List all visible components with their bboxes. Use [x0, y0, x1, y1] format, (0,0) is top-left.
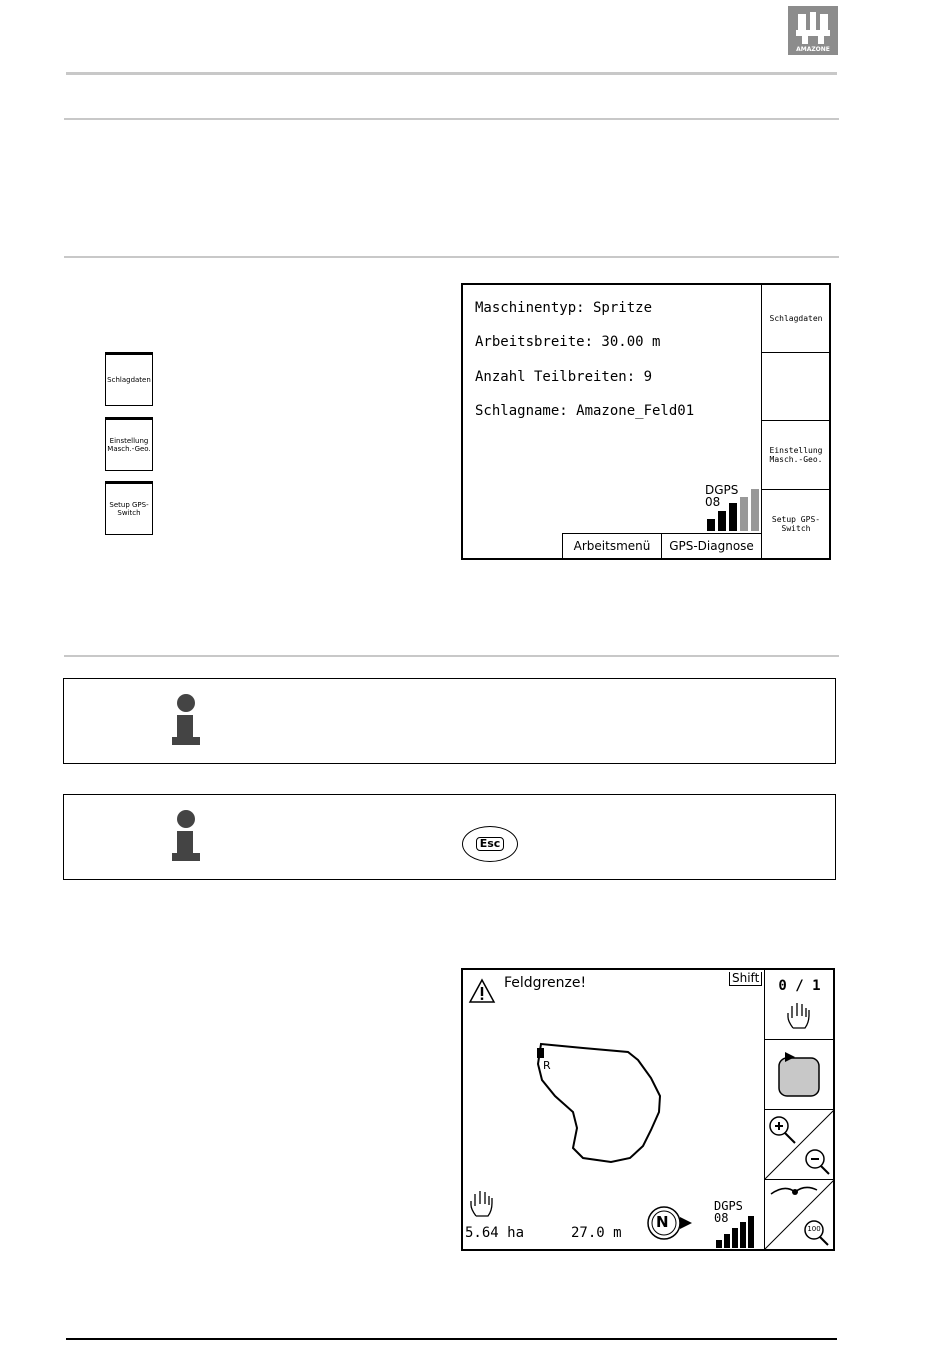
section-rule-2 — [64, 256, 839, 258]
section-rule-1 — [64, 118, 839, 120]
machine-type-line: Maschinentyp: Spritze — [475, 300, 653, 316]
footer-rule — [66, 1338, 837, 1340]
gps-count: 08 — [714, 1211, 729, 1225]
zoom-100-label: 100 — [807, 1225, 821, 1233]
side-key-label: Schlagdaten — [769, 314, 823, 323]
view-overview-icon — [765, 1180, 834, 1249]
area-readout: 5.64 ha — [465, 1225, 525, 1241]
width-readout: 27.0 m — [571, 1225, 622, 1241]
compass-label: N — [656, 1213, 669, 1231]
side-key-empty[interactable] — [761, 353, 830, 421]
header-rule — [66, 72, 837, 75]
gps-label: DGPS — [714, 1199, 743, 1213]
field-boundary-map — [533, 1036, 663, 1166]
working-width-line: Arbeitsbreite: 30.00 m — [475, 334, 661, 350]
counter-label: 0 / 1 — [778, 978, 821, 994]
shift-indicator: Shift — [729, 972, 762, 986]
gps-label: DGPS — [705, 483, 739, 497]
side-key-zoom[interactable] — [765, 1110, 834, 1180]
svg-text:R: R — [543, 1059, 551, 1072]
tab-label: GPS-Diagnose — [669, 539, 754, 553]
softkey-label: Schlagdaten — [107, 376, 151, 384]
softkey-setup-gps[interactable] — [105, 481, 153, 535]
side-key-view[interactable] — [765, 1180, 834, 1249]
field-name-line: Schlagname: Amazone_Feld01 — [475, 403, 695, 419]
esc-key-icon — [462, 826, 518, 862]
terminal-main-screen — [461, 283, 831, 560]
softkey-schlagdaten[interactable] — [105, 352, 153, 406]
signal-bars-icon — [707, 489, 761, 531]
side-key-boundary[interactable] — [765, 1040, 834, 1110]
tab-gps-diagnose[interactable] — [661, 533, 761, 558]
tab-label: Arbeitsmenü — [573, 539, 651, 553]
signal-bars-icon — [716, 1216, 756, 1248]
side-key-label: Setup GPS-Switch — [771, 515, 821, 533]
map-title: Feldgrenze! — [504, 975, 587, 991]
zoom-in-out-icon — [765, 1110, 834, 1179]
softkey-label: Einstellung Masch.-Geo. — [107, 437, 151, 453]
info-note-box-1 — [63, 678, 836, 764]
section-rule-3 — [64, 655, 839, 657]
hand-icon — [785, 1000, 813, 1032]
info-icon — [170, 693, 202, 749]
map-side-keys — [764, 970, 834, 1249]
esc-label: Esc — [476, 837, 505, 851]
terminal-map-screen — [461, 968, 835, 1251]
logo-text: AMAZONE — [796, 46, 830, 53]
side-key-label: Einstellung Masch.-Geo. — [769, 446, 823, 464]
side-key-schlagdaten[interactable] — [761, 285, 830, 353]
section-count-line: Anzahl Teilbreiten: 9 — [475, 369, 653, 385]
softkey-label: Setup GPS-Switch — [109, 501, 149, 517]
field-boundary-icon — [775, 1052, 823, 1100]
side-key-toggle[interactable] — [765, 970, 834, 1040]
softkey-einstellung[interactable] — [105, 417, 153, 471]
warning-icon — [468, 978, 496, 1004]
tab-arbeitsmenu[interactable] — [562, 533, 661, 558]
info-icon — [170, 809, 202, 865]
amazone-logo-icon — [788, 6, 838, 55]
info-note-box-2 — [63, 794, 836, 880]
compass-icon — [646, 1204, 694, 1242]
hand-icon — [468, 1188, 496, 1220]
side-key-einstellung[interactable] — [761, 421, 830, 490]
side-key-setup-gps[interactable] — [761, 490, 830, 558]
gps-count: 08 — [705, 495, 721, 509]
